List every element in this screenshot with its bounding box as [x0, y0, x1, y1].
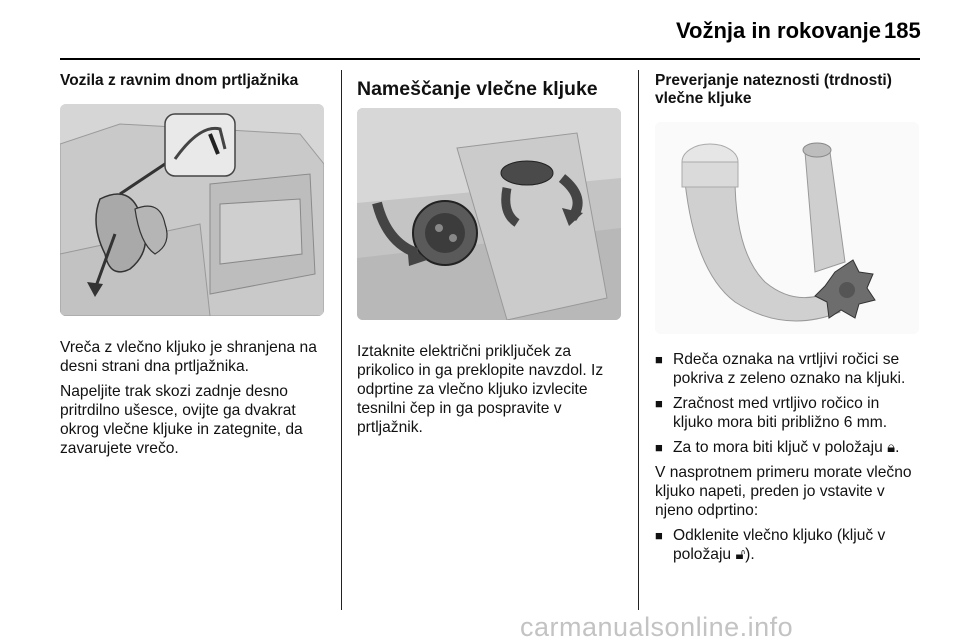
paragraph: Iztaknite električni priključek za prikolico in ga preklopite navzdol. Iz odprtine za vlečno kljuko izvlecite tesnilni čep in ga pospravite v prtljažnik.: [357, 343, 604, 436]
section-title: Vožnja in rokovanje: [676, 18, 881, 43]
column-1: [60, 72, 330, 464]
watermark: carmanualsonline.info: [520, 612, 794, 642]
towbar-socket-illustration: [357, 108, 621, 320]
bullet-list: [655, 350, 923, 457]
list-item: ■ Rdeča oznaka na vrtljivi ročici se pokriva z zeleno oznako na kljuki.: [655, 350, 923, 388]
column-divider: [638, 70, 639, 610]
tow-hook-illustration: [655, 122, 919, 334]
trunk-bag-illustration: [60, 104, 324, 316]
subheading: Preverjanje nateznosti (trdnosti) vlečne kljuke: [655, 72, 892, 107]
bullet-list: [655, 526, 923, 564]
list-item: ■ Za to mora biti ključ v položaju 🔒︎.: [655, 438, 923, 457]
list-item: ■ Zračnost med vrtljivo ročico in kljuko mora biti približno 6 mm.: [655, 394, 923, 432]
unlock-key-icon: 🔓︎: [735, 546, 746, 563]
list-item: ■ Odklenite vlečno kljuko (ključ v položaju 🔓︎).: [655, 526, 923, 564]
paragraph: Napeljite trak skozi zadnje desno pritrdilno ušesce, ovijte ga dvakrat okrog vlečne kljuke in zategnite, da zavarujete vrečo.: [60, 383, 303, 457]
page-number: 185: [884, 18, 921, 43]
column-2: [357, 72, 627, 443]
lock-key-icon: 🔒︎: [887, 439, 896, 456]
paragraph: Vreča z vlečno kljuko je shranjena na desni strani dna prtljažnika.: [60, 339, 317, 375]
paragraph: V nasprotnem primeru morate vlečno kljuko napeti, preden jo vstavite v njeno odprtino:: [655, 464, 912, 519]
header-divider: [60, 58, 920, 60]
section-heading: Nameščanje vlečne kljuke: [357, 78, 598, 100]
subheading: Vozila z ravnim dnom prtljažnika: [60, 72, 299, 89]
column-3: [655, 72, 923, 570]
column-divider: [341, 70, 342, 610]
